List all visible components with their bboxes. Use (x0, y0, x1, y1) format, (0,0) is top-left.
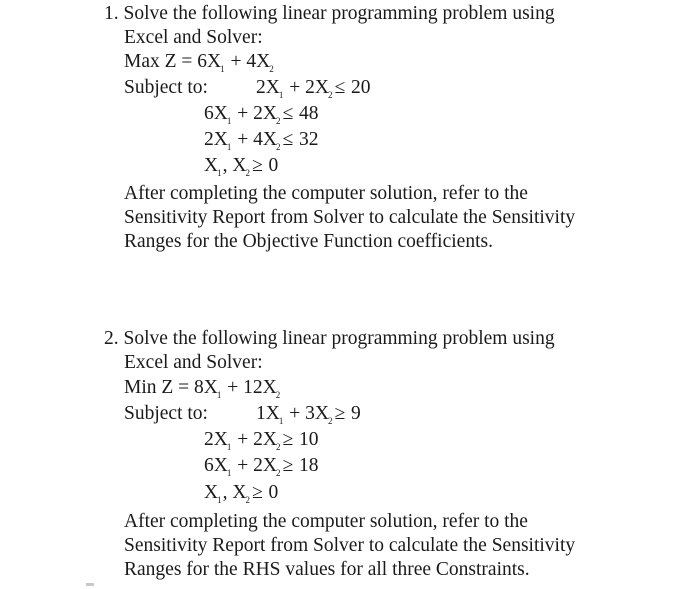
problem-1-number: 1. (104, 3, 119, 24)
problem-2-intro-line-1: 2. Solve the following linear programming problem using (104, 328, 555, 349)
problem-2-nonnegativity: $X_1$, $X_2 \ge 0$ (204, 482, 279, 505)
problem-2-constraint-1: $1X_1 + 3X_2 \ge 9$ (256, 403, 361, 426)
problem-2-objective: Min $Z = 8X_1 + 12X_2$ (124, 377, 281, 400)
problem-2-constraint-2: $2X_1 + 2X_2 \ge 10$ (204, 429, 319, 452)
problem-1-nonnegativity: $X_1$, $X_2 \ge 0$ (204, 155, 279, 178)
problem-1-constraint-2: $6X_1 + 2X_2 \le 48$ (204, 103, 319, 126)
problem-1-objective: Max $Z = 6X_1 + 4X_2$ (124, 51, 274, 74)
problem-1-intro-line-1: 1. Solve the following linear programming problem using (104, 3, 555, 24)
problem-1-constraint-1: $2X_1 + 2X_2 \le 20$ (256, 77, 371, 100)
problem-2-instruction-line-2: Sensitivity Report from Solver to calculate the Sensitivity (124, 535, 576, 556)
problem-1-instruction-line-3: Ranges for the Objective Function coefficients. (124, 231, 493, 252)
problem-1-subject-to: Subject to: (124, 77, 208, 98)
scan-artifact (86, 583, 94, 586)
problem-2-intro-line-2: Excel and Solver: (124, 352, 263, 373)
problem-2-subject-to: Subject to: (124, 403, 208, 424)
problem-1-instruction-line-1: After completing the computer solution, refer to the (124, 183, 528, 204)
problem-1-instruction-line-2: Sensitivity Report from Solver to calculate the Sensitivity (124, 207, 576, 228)
problem-1-constraint-3: $2X_1 + 4X_2 \le 32$ (204, 129, 319, 152)
problem-2-instruction-line-3: Ranges for the RHS values for all three Constraints. (124, 559, 530, 580)
problem-2-number: 2. (104, 328, 119, 349)
problem-1-intro-line-2: Excel and Solver: (124, 27, 263, 48)
problem-2-constraint-3: $6X_1 + 2X_2 \ge 18$ (204, 455, 319, 478)
problem-2-instruction-line-1: After completing the computer solution, refer to the (124, 511, 528, 532)
